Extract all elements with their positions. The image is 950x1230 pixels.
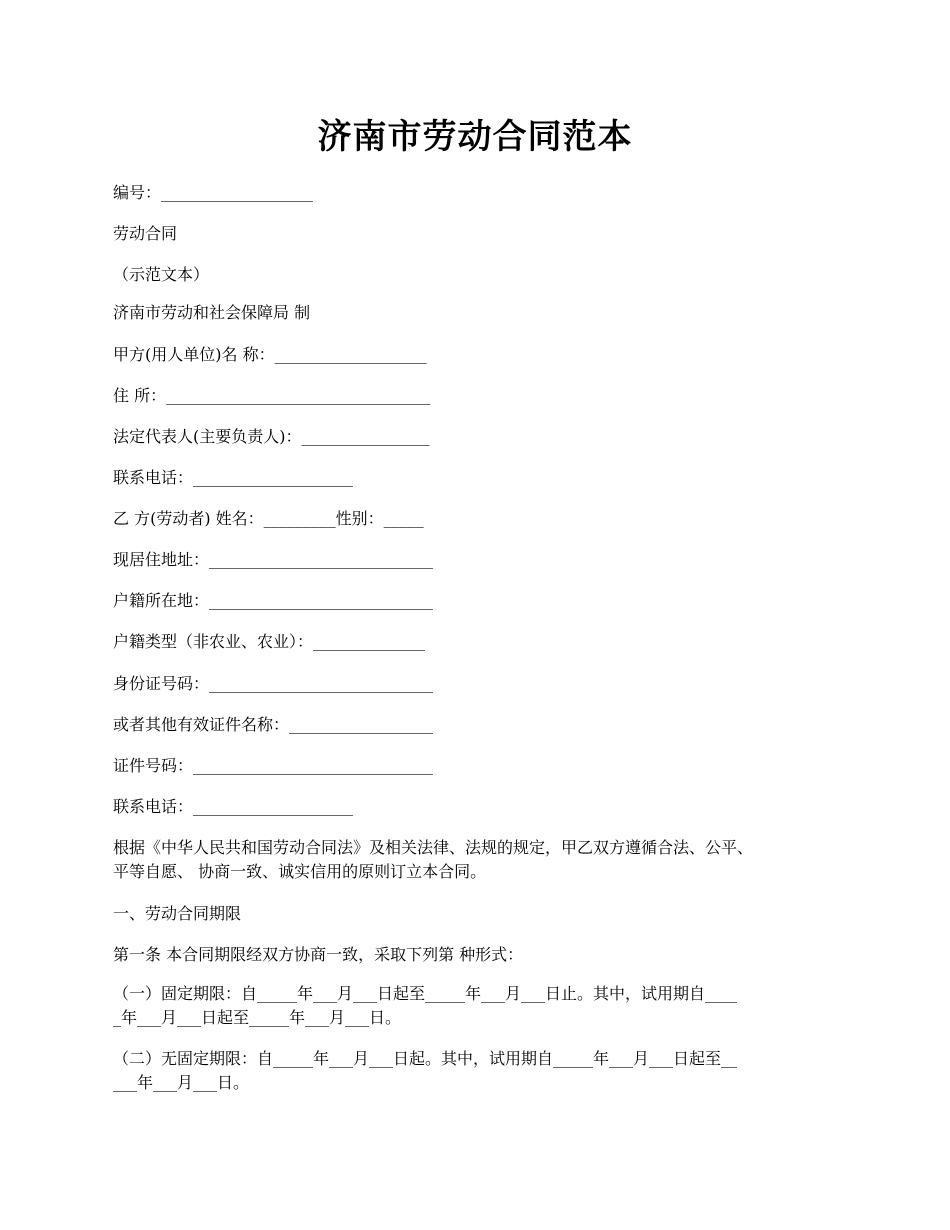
id-number-line: 身份证号码：____________________________ xyxy=(113,674,434,693)
page-title: 济南市劳动合同范本 xyxy=(317,117,633,157)
section-1-heading: 一、劳动合同期限 xyxy=(113,904,242,923)
contract-name-line: 劳动合同 xyxy=(113,224,178,243)
serial-number-line: 编号：___________________ xyxy=(113,183,314,202)
party-b-name-line: 乙 方(劳动者) 姓名：_________性别：_____ xyxy=(113,509,424,528)
open-term-clause xyxy=(113,1047,843,1095)
fixed-term-line-1: （一）固定期限：自_____年___月___日起至_____年___月___日止。其中，试用期自____ xyxy=(113,984,738,1003)
party-a-phone-line: 联系电话：____________________ xyxy=(113,468,354,487)
party-b-phone-line: 联系电话：____________________ xyxy=(113,797,354,816)
fixed-term-clause xyxy=(113,982,843,1030)
preamble-line-1: 根据《中华人民共和国劳动合同法》及相关法律、法规的规定，甲乙双方遵循合法、公平、 xyxy=(113,838,754,857)
household-location-line: 户籍所在地：____________________________ xyxy=(113,591,434,610)
fixed-term-line-2: _年___月___日起至_____年___月___日。 xyxy=(113,1008,402,1027)
open-term-line-2: ___年___月___日。 xyxy=(113,1073,250,1092)
household-type-line: 户籍类型（非农业、农业）：______________ xyxy=(113,632,426,651)
residence-line: 住 所：_________________________________ xyxy=(113,386,431,405)
preamble-paragraph xyxy=(113,836,843,884)
legal-representative-line: 法定代表人(主要负责人)：________________ xyxy=(113,427,430,446)
sample-text-line: （示范文本） xyxy=(113,265,210,284)
preamble-line-2: 平等自愿、 协商一致、诚实信用的原则订立本合同。 xyxy=(113,862,487,881)
article-1-line: 第一条 本合同期限经双方协商一致，采取下列第 种形式： xyxy=(113,945,524,964)
open-term-line-1: （二）无固定期限：自_____年___月___日起。其中，试用期自_____年___月___日起至__ xyxy=(113,1049,738,1068)
current-address-line: 现居住地址：____________________________ xyxy=(113,550,434,569)
issuer-line: 济南市劳动和社会保障局 制 xyxy=(113,303,311,322)
certificate-number-line: 证件号码：______________________________ xyxy=(113,756,434,775)
party-a-name-line: 甲方(用人单位)名 称：___________________ xyxy=(113,345,427,364)
other-id-name-line: 或者其他有效证件名称：__________________ xyxy=(113,715,434,734)
